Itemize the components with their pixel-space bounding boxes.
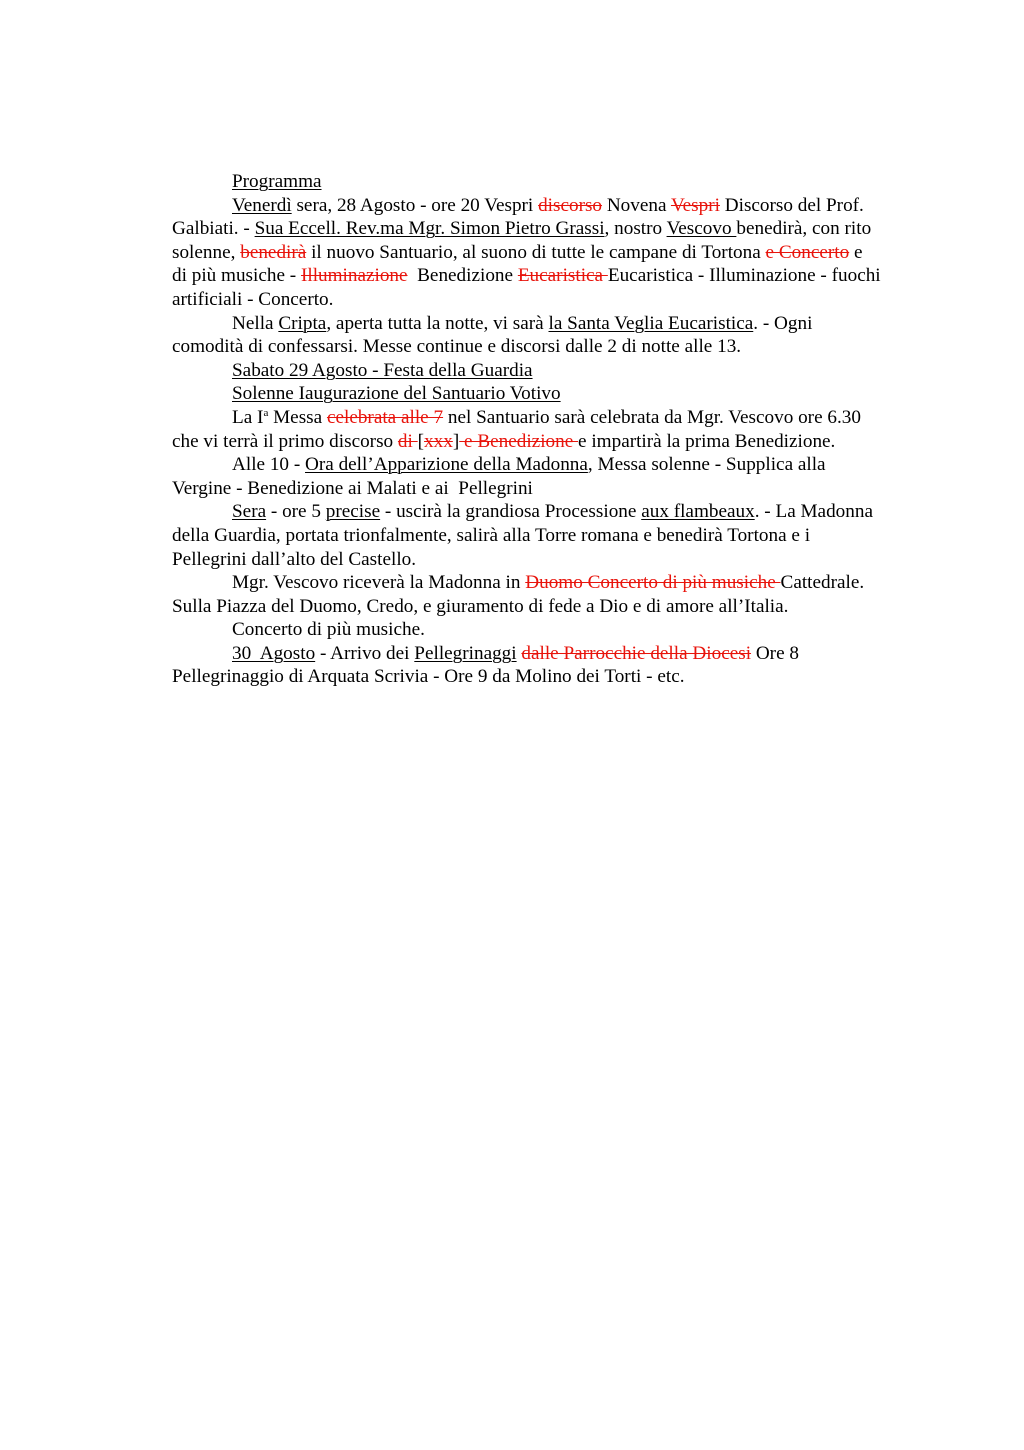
paragraph-concerto [172,618,882,642]
text-run: , Messa solenne - Supplica alla Vergine - Benedizione ai Malati e ai Pellegrini [172,454,831,499]
deleted-text: benedirà [240,241,307,263]
underlined-text: Solenne Iaugurazione del Santuario Votivo [232,383,561,405]
text-run: e impartirà la prima Benedizione. [578,430,836,452]
underlined-text: Sabato 29 Agosto - Festa della Guardia [232,359,533,381]
underlined-text: Vescovo [666,218,737,240]
text-run: , nostro [604,218,667,240]
deleted-text: discorso [538,194,603,216]
text-run: sera, 28 Agosto - ore 20 Vespri [291,194,539,216]
underlined-text: aux flambeaux [641,501,755,523]
deleted-text: Duomo Concerto di più musiche [525,572,781,594]
text-run: Discorso del Prof. Galbiati. - [172,194,869,240]
heading-sabato [172,359,882,383]
superscript-text: a [263,406,269,419]
text-run: Messa [268,406,327,428]
text-run: Nella [232,312,279,334]
text-run: e di più musiche - [172,241,868,287]
deleted-text: Eucaristica [517,265,608,287]
heading-programma [172,170,882,194]
paragraph-sera [172,500,882,571]
underlined-text: Programma [232,171,322,192]
deleted-text: e Concerto [765,241,850,263]
deleted-text: di [397,430,418,452]
deleted-text: celebrata alle 7 [326,406,444,428]
text-run: - ore 5 [266,501,326,523]
paragraph-venerdi [172,194,886,312]
underlined-text: precise [325,501,381,523]
underlined-text: Ora dell’Apparizione della Madonna [305,454,588,476]
underlined-text: 30 Agosto [232,642,316,664]
text-run: Concerto di più musiche. [232,619,425,641]
text-run: [ [417,430,425,452]
text-run: benedirà, con rito solenne, [172,218,876,263]
text-run: Mgr. Vescovo riceverà la Madonna in [232,572,526,594]
text-run: Cattedrale. Sulla Piazza del Duomo, Credo, e giuramento di fede a Dio e di amore all’Italia. [172,572,869,617]
document-page [172,170,886,689]
paragraph-30-agosto [172,642,882,689]
text-run: . - La Madonna della Guardia, portata trionfalmente, salirà alla Torre romana e benedirà Tortona e i Pellegrini dall’alto del Castello. [172,501,878,570]
text-run: Benedizione [407,265,518,287]
text-run: Ore 8 Pellegrinaggio di Arquata Scrivia - Ore 9 da Molino dei Torti - etc. [172,642,804,688]
underlined-text: la Santa Veglia Eucaristica [548,312,754,334]
text-run: La I [232,406,264,428]
text-run: ] [452,430,460,452]
text-run: - uscirà la grandiosa Processione [380,501,642,523]
text-run: Novena [602,194,671,216]
paragraph-alle-10 [172,453,882,500]
deleted-text: e Benedizione [459,430,579,452]
paragraph-mgr-vescovo [172,571,882,618]
underlined-text: Sera [232,501,267,523]
paragraph-prima-messa [172,406,882,453]
heading-inaugurazione [172,382,882,406]
text-run: - Arrivo dei [315,642,415,664]
deleted-text: Illuminazione [300,265,408,287]
paragraph-cripta [172,312,882,359]
deleted-text: xxx [424,430,453,452]
underlined-text: Sua Eccell. Rev.ma Mgr. Simon Pietro Grassi [254,218,605,240]
text-run: Alle 10 - [232,454,306,476]
text-run: il nuovo Santuario, al suono di tutte le campane di Tortona [306,241,766,263]
deleted-text: Vespri [670,194,720,216]
underlined-text: Venerdì [232,194,292,216]
text-run: , aperta tutta la notte, vi sarà [326,312,549,334]
deleted-text: dalle Parrocchie della Diocesi [521,642,752,664]
text-run: Eucaristica - Illuminazione - fuochi artificiali - Concerto. [172,265,886,310]
text-run: . - Ogni comodità di confessarsi. Messe continue e discorsi dalle 2 di notte alle 13. [172,312,818,358]
text-run: nel Santuario sarà celebrata da Mgr. Vescovo ore 6.30 che vi terrà il primo discorso [172,406,866,452]
underlined-text: Pellegrinaggi [414,642,517,664]
underlined-text: Cripta [278,312,327,334]
